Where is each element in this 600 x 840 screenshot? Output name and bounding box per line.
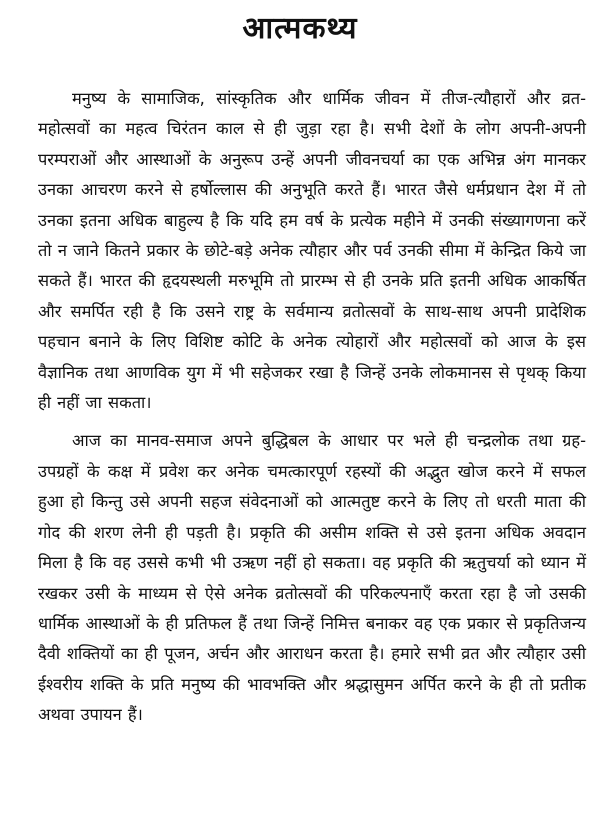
paragraph-1: मनुष्य के सामाजिक, सांस्कृतिक और धार्मिक जीवन में तीज-त्यौहारों और व्रत-महोत्सवों का महत्व चिरंतन काल से ही जुड़ा रहा है। सभी देशों के लोग अपनी-अपनी परम्पराओं और आस्थाओं के अनुरूप उन्हें अपनी जीवनचर्या का एक अभिन्न अंग मानकर उनका आचरण करने से हर्षोल्लास की अनुभूति करते हैं। भारत जैसे धर्मप्रधान देश में तो उनका इतना अधिक बाहुल्य है कि यदि हम वर्ष के प्रत्येक महीने में उनकी संख्यागणना करें तो न जाने कितने प्रकार के छोटे-बड़े अनेक त्यौहार और पर्व उनकी सीमा में केन्द्रित किये जा सकते हैं। भारत की हृदयस्थली मरुभूमि तो प्रारम्भ से ही उनके प्रति इतनी अधिक आकर्षित और समर्पित रही है कि उसने राष्ट्र के सर्वमान्य व्रतोत्सवों के साथ-साथ अपनी प्रादेशिक पहचान बनाने के लिए विशिष्ट कोटि के अनेक त्योहारों और महोत्सवों को आज के इस वैज्ञानिक तथा आणविक युग में भी सहेजकर रखा है जिन्हें उनके लोकमानस से पृथक् किया ही नहीं जा सकता। bbox=[38, 89, 586, 413]
page-title: आत्मकथ्य bbox=[242, 11, 358, 46]
paragraph-2: आज का मानव-समाज अपने बुद्धिबल के आधार पर भले ही चन्द्रलोक तथा ग्रह-उपग्रहों के कक्ष में प्रवेश कर अनेक चमत्कारपूर्ण रहस्यों की अद्भुत खोज करने में सफल हुआ हो किन्तु उसे अपनी सहज संवेदनाओं को आत्मतुष्ट करने के लिए तो धरती माता की गोद की शरण लेनी ही पड़ती है। प्रकृति की असीम शक्ति से उसे इतना अधिक अवदान मिला है कि वह उससे कभी भी उऋण नहीं हो सकता। वह प्रकृति की ऋतुचर्या को ध्यान में रखकर उसी के माध्यम से ऐसे अनेक व्रतोत्सवों की परिकल्पनाएँ करता रहा है जो उसकी धार्मिक आस्थाओं के ही प्रतिफल हैं तथा जिन्हें निमित्त बनाकर वह एक प्रकार से प्रकृतिजन्य दैवी शक्तियों का ही पूजन, अर्चन और आराधन करता है। हमारे सभी व्रत और त्यौहार उसी ईश्वरीय शक्ति के प्रति मनुष्य की भावभक्ति और श्रद्धासुमन अर्पित करने के ही तो प्रतीक अथवा उपायन हैं। bbox=[38, 431, 586, 725]
body-text bbox=[38, 84, 586, 731]
